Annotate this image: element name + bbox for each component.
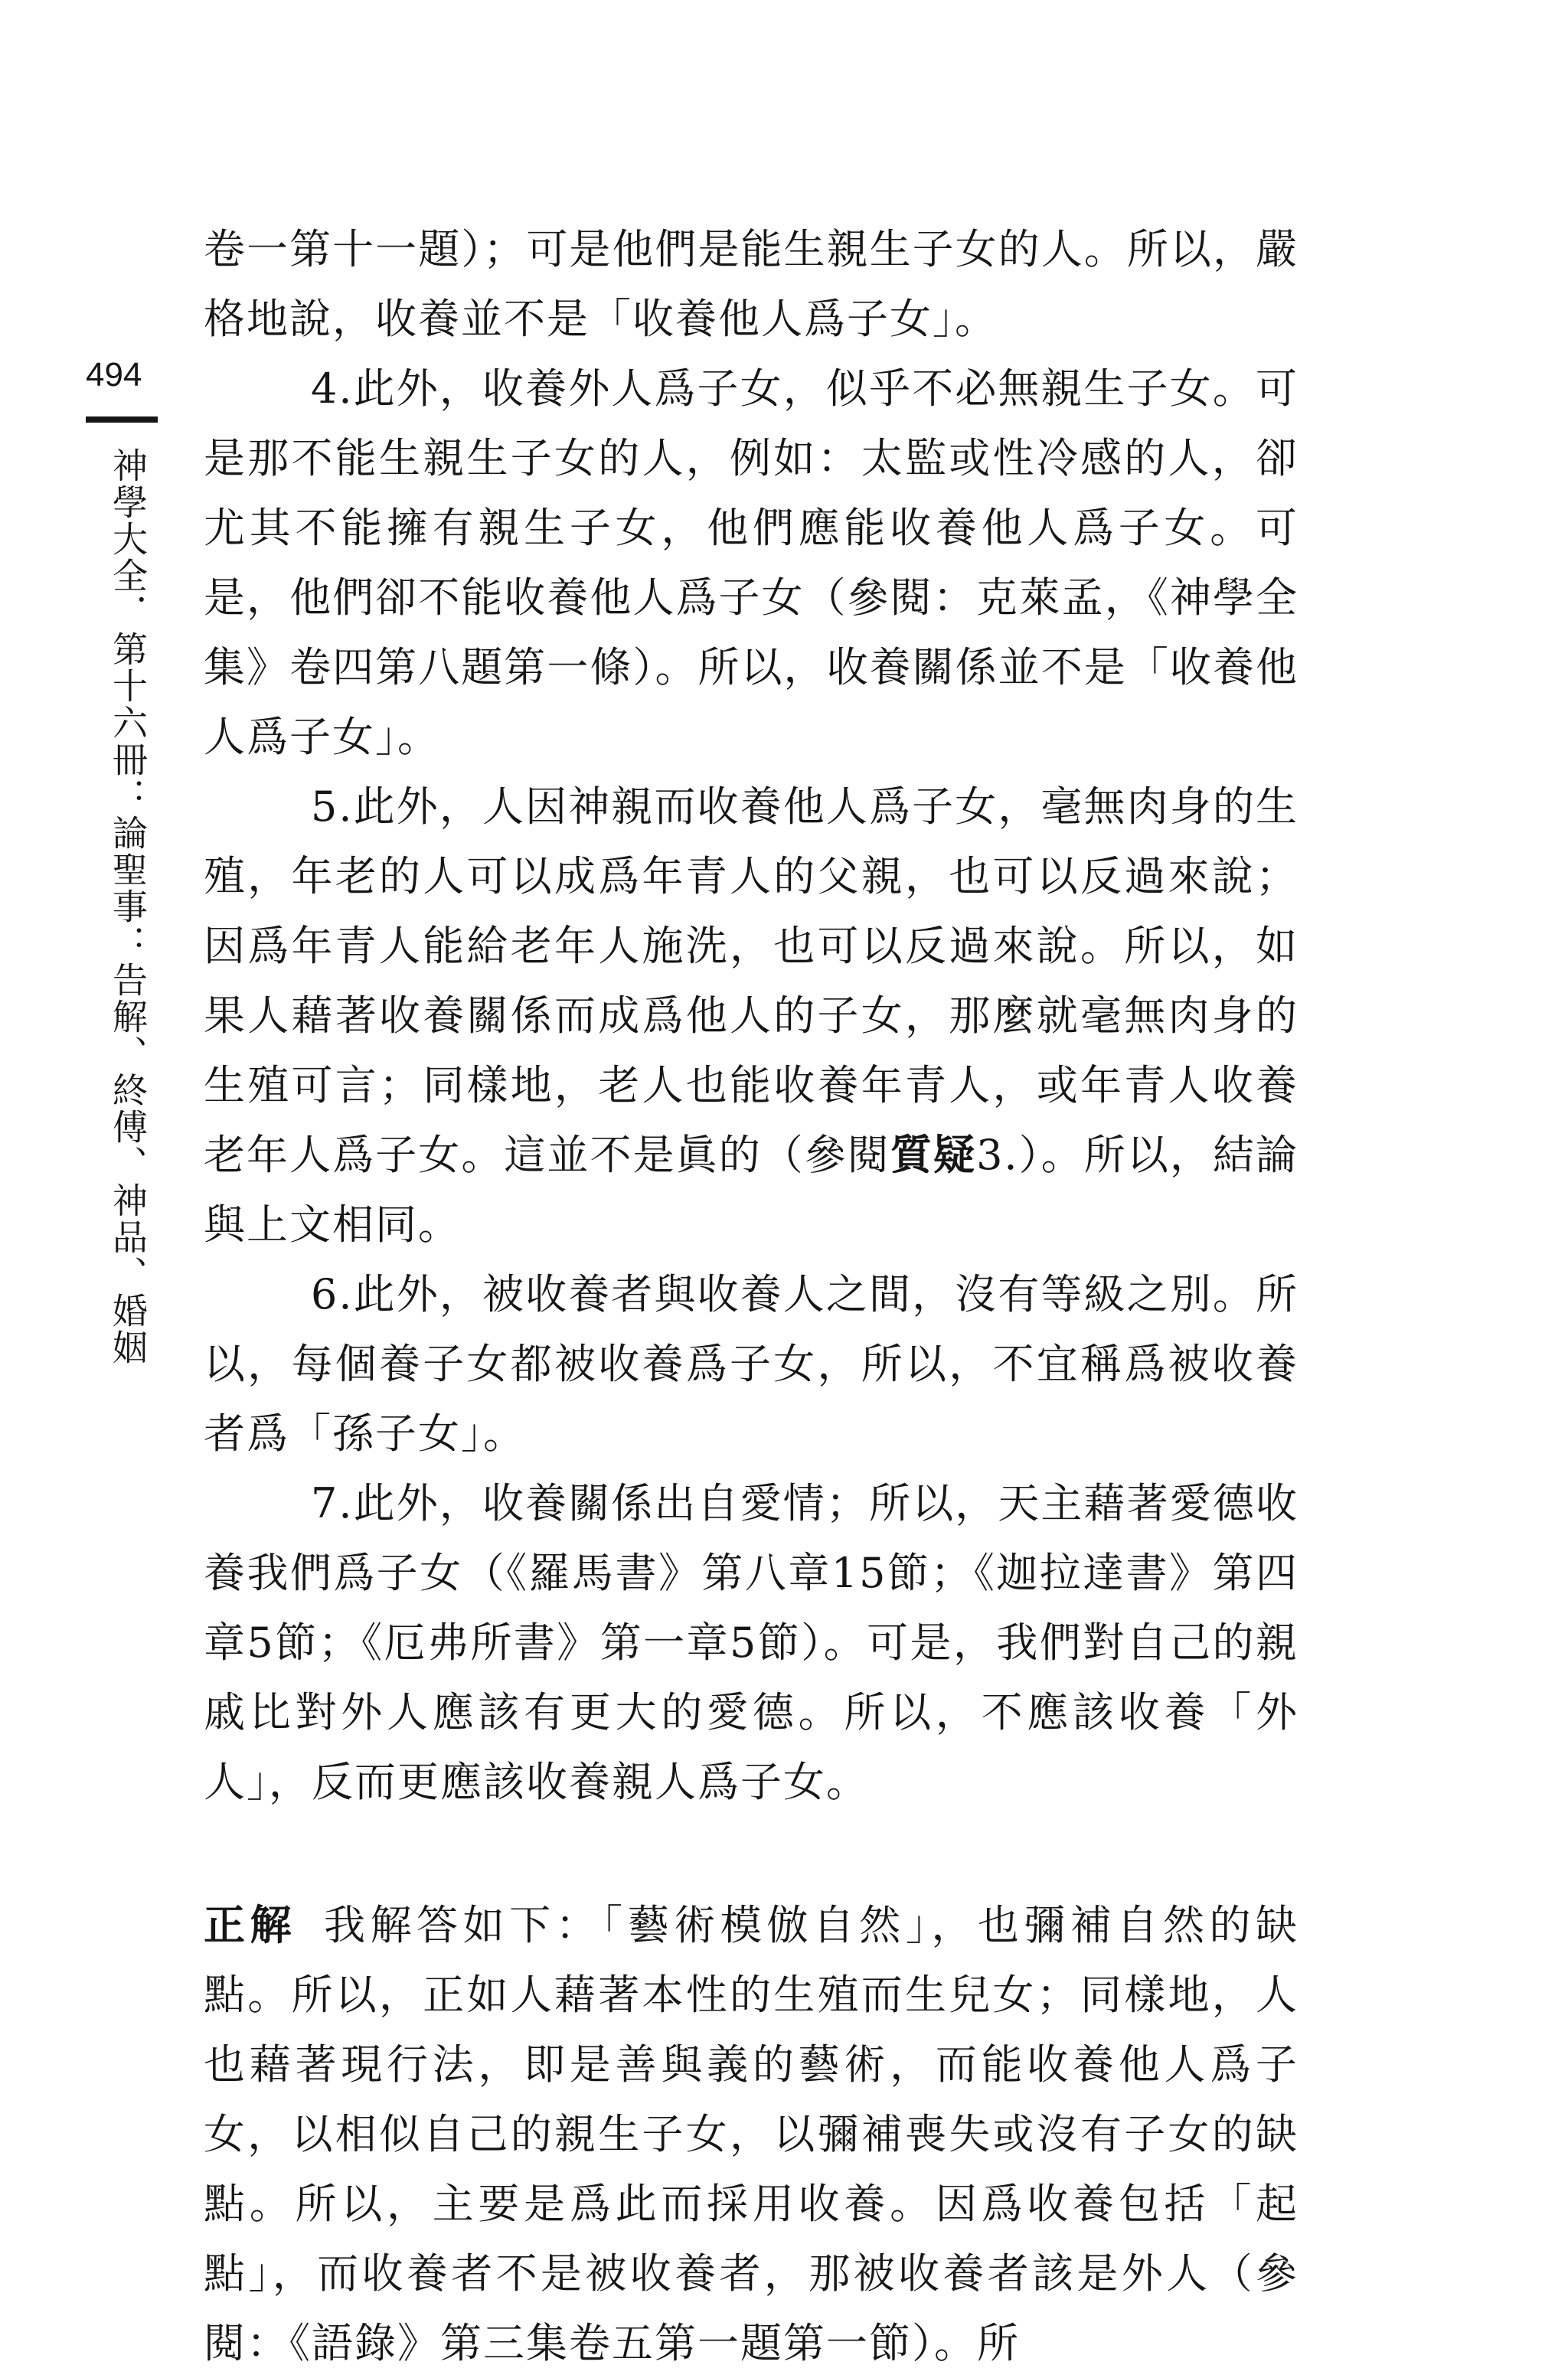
running-title-rule bbox=[86, 416, 158, 423]
paragraph-objection-7: 7.此外，收養關係出自愛情；所以，天主藉著愛德收養我們爲子女（《羅馬書》第八章15節；《迦拉達書》第四章5節；《厄弗所書》第一章5節）。可是，我們對自己的親戚比對外人應該有更大的愛德。所以，不應該收養「外人」，反而更應該收養親人爲子女。 bbox=[204, 1479, 1298, 1806]
objection-5-text-end: 3.）。所以，結論與上文相同。 bbox=[204, 1131, 1299, 1249]
answer-label: 正解 bbox=[204, 1900, 297, 1949]
page-number: 494 bbox=[86, 356, 142, 394]
paragraph-objection-6: 6.此外，被收養者與收養人之間，沒有等級之別。所以，每個養子女都被收養爲子女，所以，不宜稱爲被收養者爲「孫子女」。 bbox=[204, 1270, 1298, 1458]
answer-text: 我解答如下：「藝術模倣自然」，也彌補自然的缺點。所以，正如人藉著本性的生殖而生兒女；同樣地，人也藉著現行法，即是善與義的藝術，而能收養他人爲子女，以相似自己的親生子女，以彌補喪失或沒有子女的缺點。所以，主要是爲此而採用收養。因爲收養包括「起點」，而收養者不是被收養者，那被收養者該是外人（參閱：《語錄》第三集卷五第一題第一節）。所 bbox=[204, 1901, 1299, 2367]
paragraph-objection-4: 4.此外，收養外人爲子女，似乎不必無親生子女。可是那不能生親生子女的人，例如：太監或性冷感的人，卻尤其不能擁有親生子女，他們應能收養他人爲子女。可是，他們卻不能收養他人爲子女（參閱：克萊孟，《神學全集》卷四第八題第一條）。所以，收養關係並不是「收養他人爲子女」。 bbox=[204, 364, 1298, 761]
paragraph-objection-5 bbox=[204, 772, 1298, 1259]
running-title: 神學大全．第十六冊：論聖事：告解、終傅、神品、婚姻 bbox=[107, 447, 149, 1366]
objection-reference: 質疑 bbox=[890, 1130, 977, 1179]
paragraph-continuation: 卷一第十一題）；可是他們是能生親生子女的人。所以，嚴格地說，收養並不是「收養他人爲子女」。 bbox=[204, 225, 1298, 343]
body-text bbox=[204, 214, 1298, 2378]
objection-5-text: 5.此外，人因神親而收養他人爲子女，毫無肉身的生殖，年老的人可以成爲年青人的父親，也可以反過來說；因爲年青人能給老年人施洗，也可以反過來說。所以，如果人藉著收養關係而成爲他人的子女，那麼就毫無肉身的生殖可言；同樣地，老人也能收養年青人，或年青人收養老年人爲子女。這並不是眞的（參閱 bbox=[204, 782, 1298, 1179]
answer-paragraph bbox=[204, 1890, 1298, 2378]
